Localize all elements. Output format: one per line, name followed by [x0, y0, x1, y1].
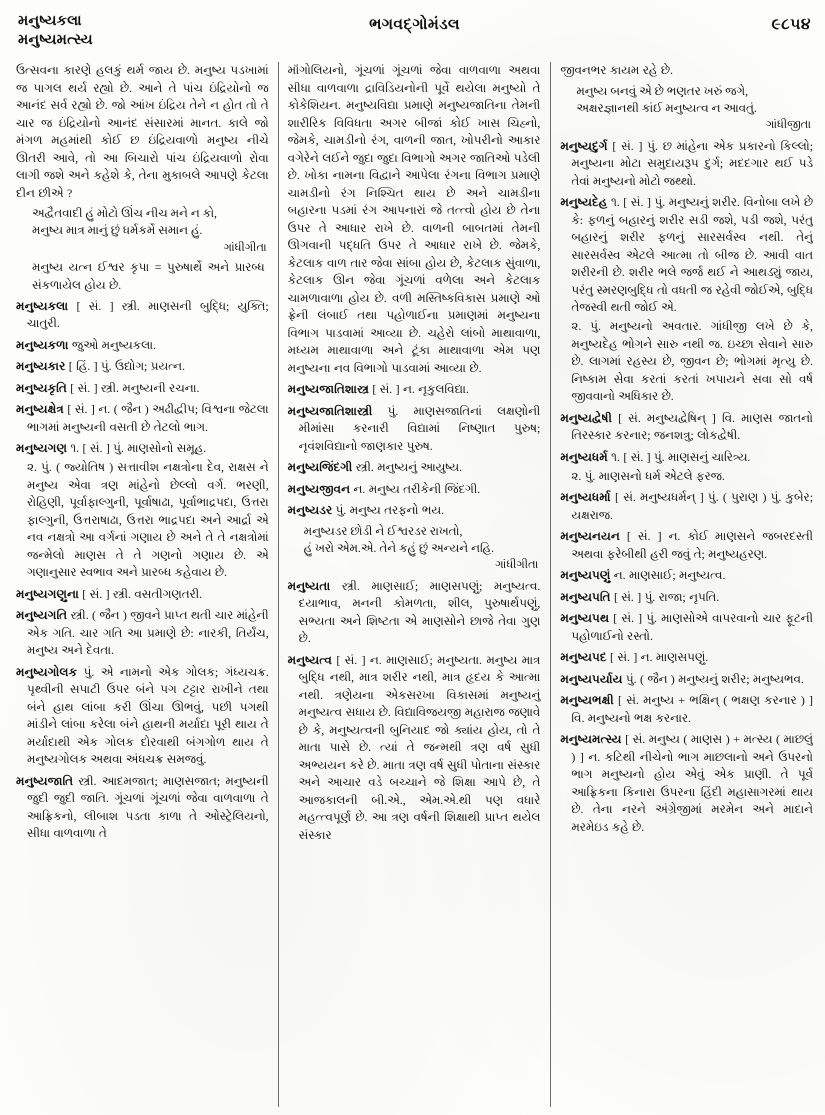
entry-headword: મનુષ્યજાતિશાસ્ત્ર: [287, 382, 369, 396]
verse-line: મનુષ્ય માત્ર માનું છું ધર્મકર્મે સમાન હું.: [32, 223, 203, 238]
dictionary-entry: [560, 649, 813, 667]
verse-line: હું ખરો એમ.એ. તેને કહું છું અન્યને નહિ.: [303, 540, 495, 555]
entry-definition: [ સં. ] ન. માણસાઈ; મનુષ્યતા. મનુષ્ય માત્ર બુદ્ધિ નથી, માત્ર શરીર નથી, માત્ર હૃદય કે આત્મા નથી. ત્રણેયના એકસરખા વિકાસમાં મનુષ્યનું મનુષ્યત્વ સધાય છે. વિદ્યાવિજયજી મહારાજ જણાવે છે કે, મનુષ્યત્વની બુનિયાદ જો ક્યાંય હોય, તો તે માતા પાસે છે. ત્યાં તે જન્મથી ત્રણ વર્ષ સુધી અભ્યયન કરે છે. માતા ત્રણ વર્ષ સુધી પોતાના સંસ્કાર અને આચાર વડે બચ્ચાને જે શિક્ષા આપે છે, તે આજકાલની બી.એ., એમ.એ.થી પણ વધારે મહત્ત્વપૂર્ણ છે. આ ત્રણ વર્ષની શિક્ષાથી પ્રાપ્ત થયેલ સંસ્કાર: [298, 652, 541, 842]
entry-headword: મનુષ્યપથ: [560, 611, 610, 626]
entry-definition: [ સં. મનુષ્ય ( માણસ ) + મત્સ્ય ( માછલું ) ] ન. કટિથી નીચેનો ભાગ માછલાનો અને ઉપરનો ભાગ મનુષ્યનો હોય એવું એક પ્રાણી. તે પૂર્વ આફ્રિકના કિનારા ઉપરના હિંદી મહાસાગરમાં થાય છે. તેના નરને અંગ્રેજીમાં મરમેન અને માદાને મરમેઇડ કહે છે.: [571, 732, 814, 834]
dictionary-entry: [16, 380, 269, 398]
guide-word-last: મનુષ્યમત્સ્ય: [18, 31, 93, 48]
entry-headword: મનુષ્યજાતિ: [16, 773, 74, 788]
entry-headword: મનુષ્યગણુના: [16, 586, 79, 601]
dictionary-entry: [560, 589, 813, 607]
quotation-attribution: ગાંધીગીતા: [223, 241, 267, 254]
dictionary-entry: [560, 449, 813, 467]
entry-headword: મનુષ્યમત્સ્ય: [560, 732, 622, 747]
entry-definition: ન. મનુષ્ય તરીકેની જિંદગી.: [350, 481, 481, 496]
entry-headword: મનુષ્યભક્ષી: [560, 693, 614, 708]
entry-headword: મનુષ્યપર્યાય: [560, 671, 623, 686]
entry-definition: જુઓ મનુષ્યકલા.: [68, 337, 156, 352]
verse-line: મનુષ્યડર છોડી ને ઈશ્વરડર રાખતો,: [303, 523, 463, 538]
entry-definition: [ સં. ] પું. છ માંહેના એક પ્રકારનો કિલ્લો; મનુષ્યના મોટા સમુદાયરૂપ દુર્ગ; મદદગાર થઈ પડે તેવાં મનુષ્યનો મોટો જથ્થો.: [571, 138, 814, 188]
entry-headword: મનુષ્યદુર્ગ: [560, 138, 608, 153]
dictionary-entry: [16, 664, 269, 769]
book-title: ભગવદ્ગોમંડલ: [369, 16, 460, 33]
dictionary-entry: [560, 138, 813, 191]
entry-headword: મનુષ્યકલા: [16, 298, 69, 313]
entry-headword: મનુષ્યગણ: [16, 441, 67, 456]
entry-headword: મનુષ્યધર્મ: [560, 449, 608, 464]
entry-definition: સ્ત્રી. ( જૈન ) જીવને પ્રાપ્ત થતી ચાર માંહેની એક ગતિ. ચાર ગતિ આ પ્રમાણે છે: નારકી, તિર્યંચ, મનુષ્ય અને દેવતા.: [27, 608, 269, 658]
entry-headword: મનુષ્યપણું: [560, 568, 611, 583]
dictionary-entry: [560, 410, 813, 445]
entry-headword: મનુષ્યગતિ: [16, 608, 68, 623]
dictionary-entry: [288, 502, 541, 520]
page-number: ૯૮૫૪: [771, 16, 811, 33]
entry-definition: પું. ( જૈન ) મનુષ્યનું શરીર; મનુષ્યભવ.: [622, 671, 804, 686]
guide-word-first: મનુષ્યકલા: [18, 13, 82, 29]
entry-definition: ૧. [ સં. ] પું. મનુષ્યનું શરીર. વિનોબા લખે છે કે: ફળનું બહારનું શરીર સડી જશે, પડી જશે, પરંતુ બહારનું શરીર ફળનું સારસર્વસ્વ નથી. તેનું સારસર્વસ્વ એટલે આત્મા તો બીજ છે. આવી વાત શરીરની છે. શરીર ભલે જર્જ થઈ ને આથડ્યું જાય, પરંતુ સ્મરણબુદ્ધિ તો વધતી જ રહેવી જોઈએ, બુદ્ધિ તેજસ્વી થતી જોઈ એ.: [571, 195, 814, 315]
entry-definition: સ્ત્રી. આદમજાત; માણસજાત; મનુષ્યની જુદી જુદી જાતિ. ગૂંચળાં ગૂંચળાં જેવા વાળવાળા તે આફ્રિકનો, લીબાશ પડતા કાળા તે ઓસ્ટ્રેલિયનો, સીધા વાળવાળા તે: [27, 773, 269, 841]
entry-definition: પું. મનુષ્ય તરફનો ભય.: [332, 503, 445, 517]
entry-headword: મનુષ્યકળા: [16, 337, 69, 352]
entry-definition: [ સં. મનુષ્ય + ભક્ષિન્ ( ભક્ષણ કરનાર ) ] વિ. મનુષ્યનો ભક્ષ કરનાર.: [571, 693, 814, 725]
entry-definition: પું. એ નામનો એક ગોલક; ગંધ્યચક્ર. પૃથ્વીની સપાટી ઉપર બંને પગ ટટ્ટાર રાખીને તથા બંને હાથ લાંબા કરી ઊંચા ઊભવું, પછી પગથી માંડીને લાંબા કરેલા બંને હાથની મર્યાદા પૂરી થાય તે મર્યાદાથી એક ગોલક દોરવાથી બંગગોળ થાય તે મનુષ્યગોલક અથવા અંધચક્ર સમજવું.: [27, 664, 269, 767]
sense-paragraph: ૨. પું. મનુષ્યનો અવતાર. ગાંધીજી લખે છે કે, મનુષ્યદેહ ભોગને સારુ નથી જ. ઇચ્છા સેવાને સારુ છે. લાગમાં રહસ્ય છે, જીવન છે; ભોગમાં મૃત્યુ છે. નિષ્કામ સેવા કરતાં કરતાં ખપાયને સવા સો વર્ષ જીવવાનો અધિકાર છે.: [571, 319, 814, 404]
dictionary-entry: [16, 358, 269, 376]
verse-quotation: [560, 83, 813, 118]
verse-line: અદ્વૈતવાદી હું મોટો ઊંચ નીચ મને ન કો,: [32, 206, 218, 220]
entry-definition: [ સં. ] ન. નૃકુલવિદ્યા.: [368, 382, 469, 396]
entry-definition: [ સં. ] પું. માણસોએ વાપરવાનો ચાર ફૂટની પહોળાઈનો રસ્તો.: [571, 611, 814, 643]
entry-headword: મનુષ્યજિંદગી: [287, 460, 353, 474]
definition-paragraph: મનુષ્ય યત્ન ઈશ્વર કૃપા = પુરુષાર્થે અને પ્રારબ્ધ સંકળાયેલ હોય છે.: [32, 260, 265, 292]
quotation-attribution: ગાંધીજીતા: [765, 119, 812, 131]
definition-paragraph: મૉંગોલિયનો, ગૂંચળાં ગૂંચળાં જેવા વાળવાળા અથવા સીધા વાળવાળા દ્રાવિડિયનોની પૂર્વે થયેલા મનુષ્યો તે કોકેશિયન. મનુષ્યવિદ્યા પ્રમાણે મનુષ્યજાતિના તેમની શારીરિક વિવિધતા અગર બીજાં કોઈ ખાસ ચિહ્નો, જેમકે, ચામડીનો રંગ, વાળની જાત, ખોપરીનો આકાર વગેરેને લઈને જુદા જુદા વિભાગો અગર જાતિઓ પડેલી છે. ખોકા નામના વિદ્વાને આપેલા રંગના વિભાગ પ્રમાણે ચામડીનો રંગ નિશ્ચિત થાય છે અને ચામડીના બહારના પડમાં રંગ આપનારાં જે તત્ત્વો હોય છે તેના ઉપર તે આધાર રાખે છે. વાળની બાબતમાં તેમની ઊગવાની પદ્ધતિ ઉપર તે આધાર રાખે છે. જેમકે, કેટલાક વાળ તાર જેવા સાંબા હોય છે, કેટલાક સુંવાળા, કેટલાક ઊન જેવા ગૂંચળાં વળેલા અને કેટલાક ચામળાવાળા હોય છે. વળી મસ્તિષ્કવિકાસ પ્રમાણે ઓ ફ્રેની લંબાઈ તથા પહોળાઈના પ્રમાણમાં મનુષ્યના વિભાગ પાડવામાં આવ્યા છે. ચહેરો લાંબો માથાવાળા, મધ્યમ માથાવાળા અને ટૂંકા માથાવાળા એમ પણ મનુષ્યના નવ વિભાગો પાડવામાં આવ્યા છે.: [287, 63, 541, 375]
dictionary-entry: [560, 194, 813, 317]
dictionary-entry: [560, 671, 813, 689]
entry-definition: પું. માણસજાતિનાં લક્ષણોની મીમાંસા કરનારી વિદ્યામાં નિષ્ણાત પુરુષ; નૃવંશવિદ્યાનો જાણકાર પુરુષ.: [298, 403, 541, 453]
dictionary-entry: [16, 773, 269, 843]
dictionary-entry: [560, 489, 813, 524]
definition-paragraph: જીવનભર કાયમ રહે છે.: [560, 63, 673, 77]
entry-definition: [ સં. ] સ્ત્રી. મનુષ્યની રચના.: [66, 380, 200, 395]
dictionary-entry: [288, 578, 541, 648]
dictionary-entry: [560, 567, 813, 585]
sense-paragraph: ૨. પું. માણસનો ધર્મ એટલે ફરજ.: [571, 468, 725, 483]
dictionary-entry: [16, 440, 269, 458]
column-rule-left: [550, 62, 551, 1107]
entry-definition: ૧. [ સં. ] પું. માણસોનો સમૂહ.: [66, 441, 207, 456]
dictionary-entry: [288, 652, 541, 845]
verse-quotation: [288, 523, 541, 558]
entry-definition: સ્ત્રી. મનુષ્યનું આયુષ્ય.: [352, 460, 463, 474]
dictionary-entry: [288, 459, 541, 477]
entry-headword: મનુષ્યપતિ: [560, 589, 611, 604]
dictionary-entry: [288, 481, 541, 499]
dictionary-entry: [16, 607, 269, 660]
verse-line: અક્ષરજ્ઞાનથી કાંઈ મનુષ્યત્વ ન આવતું.: [576, 100, 757, 115]
running-head: [18, 12, 811, 58]
quotation-attribution: ગાંધીગીતા: [495, 559, 539, 571]
entry-definition: ૧. [ સં. ] પું. માણસનું ચારિત્ર્ય.: [607, 449, 751, 464]
entry-headword: મનુષ્યડર: [287, 503, 333, 517]
entry-headword: મનુષ્યકાર: [16, 359, 66, 374]
column-container: [16, 62, 813, 1107]
entry-headword: મનુષ્યદેહ: [560, 195, 608, 210]
dictionary-entry: [560, 731, 813, 836]
dictionary-entry: [288, 381, 541, 399]
dictionary-entry: [16, 337, 269, 355]
entry-headword: મનુષ્યત્વ: [287, 652, 332, 667]
entry-definition: [ સં. ] સ્ત્રી. વસતીગણતરી.: [78, 586, 203, 601]
entry-headword: મનુષ્યદ્વેષી: [560, 410, 612, 425]
entry-headword: મનુષ્યપદ: [560, 650, 607, 665]
verse-line: મનુષ્ય બનવું એ છે ભણતર ખરું જગે,: [576, 83, 749, 98]
column-rule-left: [278, 62, 279, 1107]
dictionary-entry: [560, 692, 813, 727]
entry-definition: [ સં. ] પું. રાજા; નૃપતિ.: [610, 589, 720, 604]
entry-definition: [ સં. ] ન. કોઈ માણસને જબરદસ્તી અથવા ફરેબીથી હરી જવું તે; મનુષ્યહરણ.: [571, 529, 814, 561]
verse-quotation: [16, 205, 269, 240]
entry-headword: મનુષ્યધર્મા: [560, 490, 611, 505]
dictionary-entry: [560, 528, 813, 563]
dictionary-entry: [16, 298, 269, 333]
dictionary-entry: [16, 586, 269, 604]
entry-definition: [ સં. ] સ્ત્રી. માણસની બુદ્ધિ; યુક્તિ; ચાતુરી.: [27, 298, 269, 331]
entry-headword: મનુષ્યતા: [287, 578, 331, 593]
dictionary-entry: [288, 403, 541, 456]
entry-definition: [ સં. ] ન. ( જૈન ) અઢીદ્વીપ; વિશ્વના જેટલા ભાગમાં મનુષ્યની વસતી છે તેટલો ભાગ.: [27, 402, 269, 434]
entry-headword: મનુષ્યકૃતિ: [16, 380, 67, 395]
entry-headword: મનુષ્યજાતિશાસ્ત્રી: [287, 403, 373, 418]
sense-paragraph: ૨. પું. ( જ્યોતિષ ) સત્તાવીશ નક્ષત્રોના દેવ, રાક્ષસ ને મનુષ્ય એવા ત્રણ માંહેનો છેલ્લો વર્ગ. ભરણી, રોહિણી, પૂર્વાફાલ્ગુની, પૂર્વાષાઢા, પૂર્વાભાદ્રપદા, ઉત્તરા ફાલ્ગુની, ઉત્તરાષાઢા, ઉત્તરા ભાદ્રપદા અને આર્દ્રા એ નવ નક્ષત્રો આ વર્ગનાં ગણાય છે અને તે તે નક્ષત્રોમાં જન્મેલો માણસ તે તે ગણનો ગણાય છે. એ ગણાનુસાર સ્વભાવ અને પ્રારબ્ધ કહેવાય છે.: [27, 460, 269, 580]
entry-definition: [ સં. મનુષ્યદ્વેષિન્ ] વિ. માણસ જાતનો તિરસ્કાર કરનાર; જનશત્રુ; લોકદ્વેષી.: [571, 410, 814, 443]
entry-headword: મનુષ્યગોલક: [16, 664, 78, 679]
dictionary-entry: [560, 610, 813, 645]
entry-headword: મનુષ્યનયન: [560, 529, 620, 544]
entry-definition: ન. માણસાઈ; મનુષ્યત્વ.: [610, 568, 726, 583]
entry-definition: સ્ત્રી. માણસાઈ; માણસપણું; મનુષ્યત્વ. દયાભાવ, મનની કોમળતા, શીલ, પુરુષાર્થપણું, સભ્યતા અને શિષ્ટતા એ માણસોને છાજે તેવા ગુણ છે.: [298, 578, 541, 646]
text-column-3: [550, 62, 813, 1107]
text-column-2: [278, 62, 551, 1107]
entry-headword: મનુષ્યક્ષેત્ર: [16, 402, 64, 417]
dictionary-entry: [16, 401, 269, 436]
entry-headword: મનુષ્યજીવન: [287, 481, 351, 496]
entry-definition: [ સં. મનુષ્યધર્મન્ ] પું. ( પુરાણ ) પું. કુબેર; યક્ષરાજ.: [571, 490, 814, 522]
entry-definition: [ સં. ] ન. માણસપણું.: [606, 650, 709, 665]
text-column-1: [16, 62, 278, 1107]
definition-paragraph: ઉત્સવના કારણે હલકું થર્મ જાય છે. મનુષ્ય પડખામાં જ પાગલ થર્ય રહ્યો છે. આને તે પાંચ ઇંદ્રિયોનો જ આનંદ સર્વ રહ્યો છે. જો આંખ ઇંદ્રિય તેને ન હોત તો તે ચાર જ ઇંદ્રિયોનો આનંદ સંસારમાં માનત. કાલે જો મંગળ મહમાંથી કોઈ છ ઇંદ્રિયવાળો મનુષ્ય નીચે ઊતરી આવે, તો આ બિચારો પાંચ ઇંદ્રિયવાળો રોવા લાગી જશે અને કહેશે કે, તેના મુકાબલે આપણે કેટલા દીન છીએ ?: [16, 63, 269, 200]
entry-definition: [ હિં. ] પું. ઉદ્યોગ; પ્રયત્ન.: [65, 359, 185, 374]
